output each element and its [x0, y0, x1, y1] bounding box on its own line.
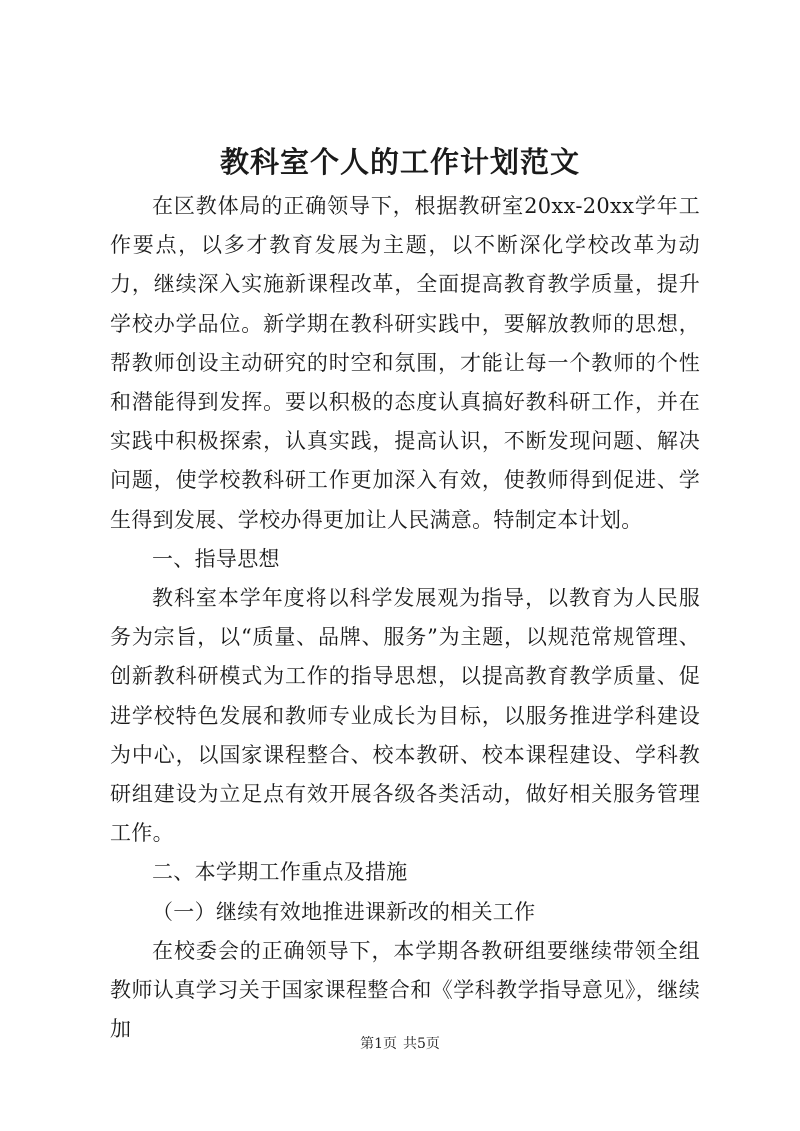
- subsection-heading-reform: （一）继续有效地推进课新改的相关工作: [152, 899, 536, 924]
- page-total: 共5页: [403, 1036, 440, 1052]
- document-body: [110, 187, 700, 1049]
- reform-paragraph: 在校委会的正确领导下，本学期各教研组要继续带领全组教师认真学习关于国家课程整合和《学科教学指导意见》，继续加: [110, 938, 700, 1042]
- page-number: 第1页: [360, 1036, 397, 1052]
- page-footer: [0, 1034, 800, 1054]
- guiding-thought-paragraph: 教科室本学年度将以科学发展观为指导，以教育为人民服务为宗旨，以“质量、品牌、服务”为主题，以规范常规管理、创新教科研模式为工作的指导思想，以提高教育教学质量、促进学校特色发展和教师专业成长为目标，以服务推进学科建设为中心，以国家课程整合、校本教研、校本课程建设、学科教研组建设为立足点有效开展各级各类活动，做好相关服务管理工作。: [110, 586, 700, 846]
- document-title: 教科室个人的工作计划范文: [219, 145, 580, 179]
- intro-paragraph: 在区教体局的正确领导下，根据教研室20xx-20xx学年工作要点，以多才教育发展为主题，以不断深化学校改革为动力，继续深入实施新课程改革，全面提高教育教学质量，提升学校办学品位。新学期在教科研实践中，要解放教师的思想，帮教师创设主动研究的时空和氛围，才能让每一个教师的个性和潜能得到发挥。要以积极的态度认真搞好教科研工作，并在实践中积极探索，认真实践，提高认识，不断发现问题、解决问题，使学校教科研工作更加深入有效，使教师得到促进、学生得到发展、学校办得更加让人民满意。特制定本计划。: [110, 194, 700, 532]
- section-heading-guiding-thought: 一、指导思想: [152, 546, 280, 571]
- section-heading-work-focus: 二、本学期工作重点及措施: [152, 860, 408, 885]
